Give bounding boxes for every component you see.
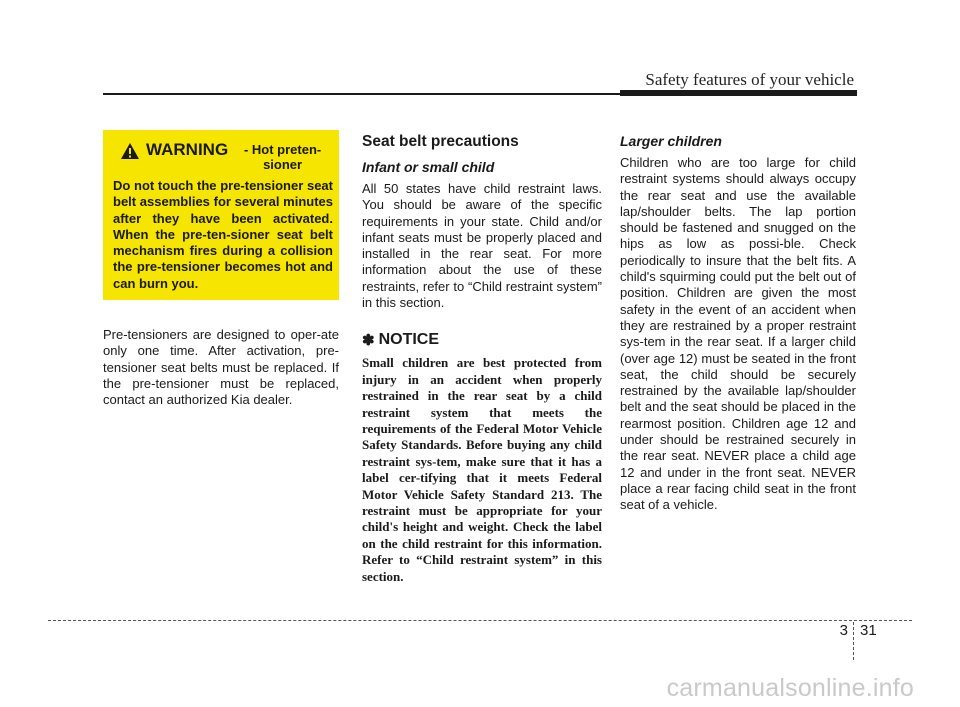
warning-triangle-icon — [120, 142, 140, 160]
warning-body: Do not touch the pre-tensioner seat belt assemblies for several minutes after they have been activated. When the pre-ten-sioner seat belt mechanism fires during a collision the pre-tensioner becomes hot and can burn you. — [113, 178, 333, 291]
infant-paragraph: All 50 states have child restraint laws. You should be aware of the specific requirements in your state. Child and/or infant seats must be properly placed and installed in the rear seat. For more information about the use of these restraints, refer to “Child restraint system” in this section. — [362, 181, 602, 311]
subheading-infant: Infant or small child — [362, 159, 495, 175]
pretensioner-paragraph: Pre-tensioners are designed to oper-ate only one time. After activation, pre-tensioner seat belts must be replaced. If the pre-tensioner must be replaced, contact an authorized Kia dealer. — [103, 327, 339, 408]
notice-star-icon: ✽ — [362, 332, 375, 350]
warning-box — [103, 130, 339, 300]
column-right — [620, 130, 856, 514]
page-divider — [853, 622, 854, 660]
warning-label: WARNING — [146, 140, 229, 159]
column-left — [103, 130, 339, 409]
page-index: 31 — [860, 622, 877, 639]
header-rule-accent — [620, 90, 857, 96]
larger-children-paragraph: Children who are too large for child restraint systems should always occupy the rear seat and use the available lap/shoulder belts. The lap portion should be fastened and snugged on the hips as low as possi-ble. Check periodically to insure that the belt fits. A child's squirming could put the belt out of position. Children are given the most safety in the event of an accident when they are restrained by a proper restraint sys-tem in the rear seat. If a larger child (over age 12) must be seated in the front seat, the child should be securely restrained by the available lap/shoulder belt and the seat should be placed in the rearmost position. Children age 12 and under should be restrained securely in the rear seat. NEVER place a child age 12 and under in the front seat. NEVER place a rear facing child seat in the front seat of a vehicle. — [620, 155, 856, 513]
subheading-larger-children: Larger children — [620, 133, 722, 149]
watermark: carmanualsonline.info — [666, 674, 914, 702]
footer-rule — [48, 620, 912, 621]
notice-heading — [362, 331, 602, 349]
notice-text: Small children are best protected from injury in an accident when properly restrained in the rear seat by a child restraint system that meets the requirements of the Federal Motor Vehicle Safety Standards. Before buying any child restraint sys-tem, make sure that it has a label cer-tifying that it meets Federal Motor Vehicle Safety Standard 213. The restraint must be appropriate for your child's height and weight. Check the label on the child restraint for this information. Refer to “Child restraint system” in this section. — [362, 355, 602, 584]
column-middle — [362, 130, 602, 585]
page-number — [0, 622, 960, 662]
notice-label: NOTICE — [378, 331, 440, 349]
warning-subtitle: - Hot preten-sioner — [243, 142, 322, 172]
chapter-number: 3 — [839, 622, 848, 639]
warning-header — [113, 140, 333, 172]
section-heading: Seat belt precautions — [362, 133, 519, 150]
header-title: Safety features of your vehicle — [645, 70, 854, 89]
